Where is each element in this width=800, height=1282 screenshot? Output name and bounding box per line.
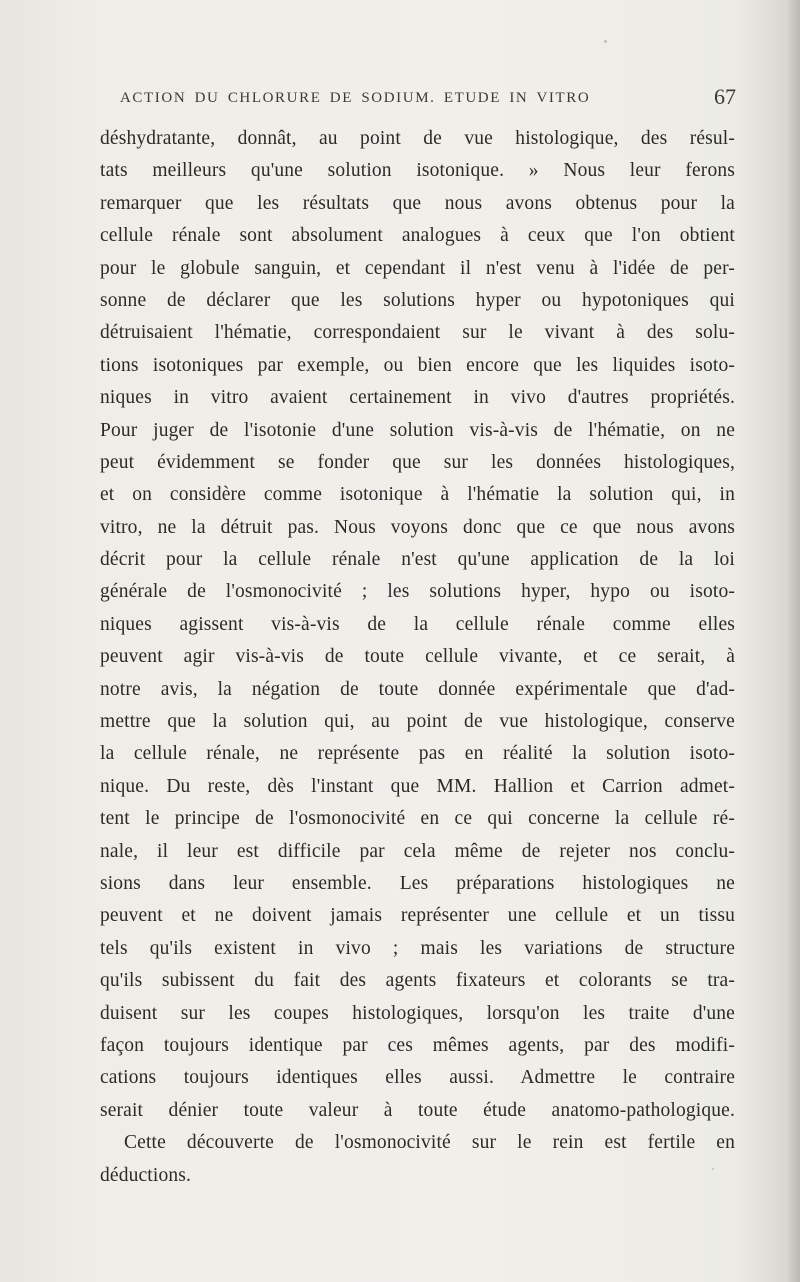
text-line: pour le globule sanguin, et cependant il n'est venu à l'idée de per- xyxy=(100,257,735,279)
text-line: façon toujours identique par ces mêmes agents, par des modifi- xyxy=(100,1034,735,1056)
text-line: vitro, ne la détruit pas. Nous voyons donc que ce que nous avons xyxy=(100,516,735,538)
text-line: niques agissent vis-à-vis de la cellule rénale comme elles xyxy=(100,613,735,635)
body-text xyxy=(100,123,735,1192)
paper-speck xyxy=(604,40,607,43)
text-line: niques in vitro avaient certainement in vivo d'autres propriétés. xyxy=(100,387,735,409)
text-line: la cellule rénale, ne représente pas en réalité la solution isoto- xyxy=(100,743,735,765)
text-line: décrit pour la cellule rénale n'est qu'une application de la loi xyxy=(100,549,735,571)
text-line: tels qu'ils existent in vivo ; mais les variations de structure xyxy=(100,937,735,959)
text-line: Pour juger de l'isotonie d'une solution vis-à-vis de l'hématie, on ne xyxy=(100,419,735,441)
text-line: générale de l'osmonocivité ; les solutions hyper, hypo ou isoto- xyxy=(100,581,735,603)
text-line: peut évidemment se fonder que sur les données histologiques, xyxy=(100,451,735,473)
page-header xyxy=(96,86,736,112)
text-line: qu'ils subissent du fait des agents fixateurs et colorants se tra- xyxy=(100,970,735,992)
text-line: détruisaient l'hématie, correspondaient sur le vivant à des solu- xyxy=(100,322,735,344)
text-line: cellule rénale sont absolument analogues à ceux que l'on obtient xyxy=(100,225,735,247)
text-line: peuvent et ne doivent jamais représenter une cellule et un tissu xyxy=(100,905,735,927)
text-line: duisent sur les coupes histologiques, lorsqu'on les traite d'une xyxy=(100,1002,735,1024)
text-line: sonne de déclarer que les solutions hyper ou hypotoniques qui xyxy=(100,289,735,311)
text-line: serait dénier toute valeur à toute étude anatomo-pathologique. xyxy=(100,1099,735,1121)
text-line: nique. Du reste, dès l'instant que MM. Hallion et Carrion admet- xyxy=(100,775,735,797)
text-line: tions isotoniques par exemple, ou bien encore que les liquides isoto- xyxy=(100,354,735,376)
text-line: cations toujours identiques elles aussi. Admettre le contraire xyxy=(100,1067,735,1089)
running-head: ACTION DU CHLORURE DE SODIUM. ETUDE IN VITRO xyxy=(120,90,591,106)
text-line: et on considère comme isotonique à l'hématie la solution qui, in xyxy=(100,484,735,506)
text-line: tent le principe de l'osmonocivité en ce qui concerne la cellule ré- xyxy=(100,808,735,830)
text-line: déshydratante, donnât, au point de vue histologique, des résul- xyxy=(100,128,735,149)
page-edge-shadow xyxy=(786,0,800,1282)
page-number: 67 xyxy=(714,84,736,109)
text-line: peuvent agir vis-à-vis de toute cellule vivante, et ce serait, à xyxy=(100,646,735,668)
text-line: remarquer que les résultats que nous avons obtenus pour la xyxy=(100,192,735,214)
text-line: mettre que la solution qui, au point de vue histologique, conserve xyxy=(100,711,735,733)
text-line: tats meilleurs qu'une solution isotonique. » Nous leur ferons xyxy=(100,160,735,182)
text-line: notre avis, la négation de toute donnée expérimentale que d'ad- xyxy=(100,678,735,700)
text-line: nale, il leur est difficile par cela même de rejeter nos conclu- xyxy=(100,840,735,862)
text-line: Cette découverte de l'osmonocivité sur le rein est fertile en xyxy=(124,1132,735,1154)
paper-speck xyxy=(712,1168,714,1170)
text-line: déductions. xyxy=(100,1164,192,1186)
text-line: sions dans leur ensemble. Les préparations histologiques ne xyxy=(100,872,735,894)
